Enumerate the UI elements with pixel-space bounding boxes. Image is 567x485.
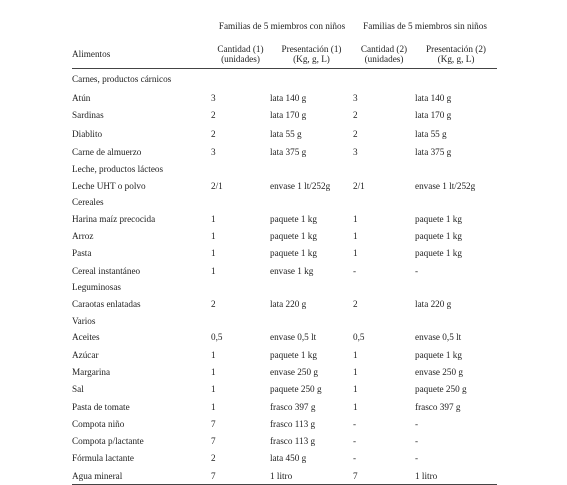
presentacion1-cell: envase 1 lt/252g <box>270 180 331 191</box>
cantidad2-cell: 1 <box>353 248 358 259</box>
presentacion1-header <box>270 40 353 69</box>
presentacion1-cell: envase 0,5 lt <box>270 332 317 343</box>
table-row <box>72 124 497 144</box>
table-row <box>72 450 497 467</box>
cantidad2-cell: 1 <box>353 366 358 377</box>
cantidad2-cell: 7 <box>353 467 415 485</box>
presentacion2-cell: paquete 250 g <box>415 384 467 395</box>
food-name: Pasta de tomate <box>72 401 130 412</box>
cantidad1-cell: 7 <box>211 418 216 429</box>
presentacion2-header <box>415 40 497 69</box>
food-name: Cereal instantáneo <box>72 265 141 276</box>
cantidad1-cell: 1 <box>211 248 216 259</box>
cantidad1-cell: 3 <box>211 147 216 158</box>
presentacion2-cell: lata 220 g <box>415 299 452 310</box>
cantidad2-cell: 2/1 <box>353 180 365 191</box>
presentacion2-cell: frasco 397 g <box>415 401 461 412</box>
table-row <box>72 210 497 227</box>
table-row <box>72 363 497 380</box>
presentacion2-cell: paquete 1 kg <box>415 231 462 242</box>
table-row <box>72 89 497 106</box>
food-name: Aceites <box>72 332 100 343</box>
presentacion1-unit: (Kg, g, L) <box>293 54 330 64</box>
category-name: Varios <box>72 315 96 326</box>
food-name: Compota niño <box>72 418 125 429</box>
table-row <box>72 467 497 485</box>
cantidad2-cell: 3 <box>353 92 358 103</box>
alimentos-header: Alimentos <box>72 40 211 69</box>
presentacion2-cell: lata 140 g <box>415 92 452 103</box>
presentacion2-cell: 1 litro <box>415 467 497 485</box>
food-name: Leche UHT o polvo <box>72 180 146 191</box>
cantidad2-cell: - <box>353 436 357 447</box>
category-row <box>72 194 497 210</box>
food-name: Harina maíz precocida <box>72 213 156 224</box>
presentacion1-cell: lata 55 g <box>270 128 302 139</box>
food-name: Sardinas <box>72 109 104 120</box>
presentacion2-unit: (Kg, g, L) <box>437 54 475 64</box>
table-row <box>72 144 497 161</box>
food-name: Compota p/lactante <box>72 436 144 447</box>
presentacion2-cell: - <box>415 453 419 464</box>
presentacion2-cell: lata 55 g <box>415 128 447 139</box>
table-row <box>72 262 497 279</box>
category-row <box>72 279 497 295</box>
cantidad2-label: Cantidad (2) <box>360 44 408 54</box>
cantidad2-cell: 3 <box>353 147 358 158</box>
cantidad1-cell: 2 <box>211 299 216 310</box>
presentacion2-cell: - <box>415 436 419 447</box>
presentacion1-cell: frasco 113 g <box>270 418 316 429</box>
table-row <box>72 381 497 398</box>
cantidad1-cell: 2 <box>211 128 216 139</box>
presentacion1-cell: frasco 397 g <box>270 401 316 412</box>
food-name: Arroz <box>72 231 94 242</box>
cantidad1-cell: 1 <box>211 401 216 412</box>
cantidad2-cell: 1 <box>353 349 358 360</box>
table-row <box>72 295 497 312</box>
cantidad1-cell: 2/1 <box>211 180 223 191</box>
cantidad1-cell: 1 <box>211 366 216 377</box>
group-header-row <box>72 12 497 40</box>
cantidad1-cell: 0,5 <box>211 332 223 343</box>
presentacion2-cell: envase 250 g <box>415 366 463 377</box>
category-name: Leguminosas <box>72 282 121 293</box>
food-name: Pasta <box>72 248 92 259</box>
food-table <box>72 12 497 485</box>
presentacion1-cell: 1 litro <box>270 467 353 485</box>
group2-header: Familias de 5 miembros sin niños <box>363 21 487 31</box>
table-row <box>72 432 497 449</box>
category-row <box>72 161 497 177</box>
table-row <box>72 245 497 262</box>
table-row <box>72 329 497 346</box>
table-row <box>72 106 497 123</box>
cantidad1-cell: 1 <box>211 349 216 360</box>
cantidad2-cell: - <box>353 418 357 429</box>
food-name: Sal <box>72 384 84 395</box>
food-name: Carne de almuerzo <box>72 147 142 158</box>
cantidad1-unit: (unidades) <box>221 54 260 64</box>
cantidad2-unit: (unidades) <box>364 54 404 64</box>
presentacion2-cell: paquete 1 kg <box>415 248 462 259</box>
cantidad2-cell: 1 <box>353 401 358 412</box>
cantidad2-cell: 2 <box>353 128 358 139</box>
table-row <box>72 227 497 244</box>
cantidad2-cell: - <box>353 453 357 464</box>
cantidad1-cell: 1 <box>211 231 216 242</box>
presentacion1-cell: envase 1 kg <box>270 265 314 276</box>
cantidad1-cell: 2 <box>211 453 216 464</box>
presentacion1-cell: lata 170 g <box>270 109 307 120</box>
cantidad1-cell: 2 <box>211 109 216 120</box>
presentacion2-cell: paquete 1 kg <box>415 349 462 360</box>
presentacion1-cell: envase 250 g <box>270 366 318 377</box>
food-name: Caraotas enlatadas <box>72 299 141 310</box>
presentacion2-cell: - <box>415 418 419 429</box>
food-name: Azúcar <box>72 349 99 360</box>
cantidad2-header <box>353 40 415 69</box>
presentacion1-cell: paquete 1 kg <box>270 213 317 224</box>
presentacion2-cell: envase 0,5 lt <box>415 332 462 343</box>
cantidad2-cell: 2 <box>353 299 358 310</box>
presentacion2-cell: lata 375 g <box>415 147 452 158</box>
table-row <box>72 398 497 415</box>
presentacion2-cell: - <box>415 265 419 276</box>
category-row <box>72 69 497 90</box>
cantidad2-cell: - <box>353 265 357 276</box>
category-row <box>72 313 497 329</box>
category-name: Cereales <box>72 197 104 208</box>
cantidad1-cell: 1 <box>211 213 216 224</box>
presentacion1-cell: paquete 1 kg <box>270 231 317 242</box>
presentacion1-cell: lata 140 g <box>270 92 307 103</box>
presentacion1-cell: lata 375 g <box>270 147 307 158</box>
presentacion1-cell: lata 450 g <box>270 453 307 464</box>
category-name: Leche, productos lácteos <box>72 163 164 174</box>
presentacion2-cell: paquete 1 kg <box>415 213 462 224</box>
cantidad1-cell: 1 <box>211 265 216 276</box>
cantidad1-cell: 7 <box>211 436 216 447</box>
column-header-row <box>72 40 497 69</box>
cantidad2-cell: 2 <box>353 109 358 120</box>
cantidad1-cell: 1 <box>211 384 216 395</box>
table-row <box>72 346 497 363</box>
table-row <box>72 177 497 194</box>
cantidad1-header <box>211 40 270 69</box>
group1-header: Familias de 5 miembros con niños <box>218 21 346 31</box>
presentacion1-label: Presentación (1) <box>281 44 342 54</box>
presentacion1-cell: paquete 250 g <box>270 384 322 395</box>
cantidad2-cell: 0,5 <box>353 332 365 343</box>
category-name: Carnes, productos cárnicos <box>72 74 172 84</box>
food-name: Diablito <box>72 128 103 139</box>
food-name: Atún <box>72 92 91 103</box>
presentacion1-cell: paquete 1 kg <box>270 248 317 259</box>
food-name: Margarina <box>72 366 111 377</box>
cantidad2-cell: 1 <box>353 213 358 224</box>
cantidad1-cell: 3 <box>211 92 216 103</box>
food-name: Agua mineral <box>72 467 211 485</box>
header-spacer <box>72 12 211 40</box>
presentacion1-cell: paquete 1 kg <box>270 349 317 360</box>
cantidad1-cell: 7 <box>211 467 270 485</box>
presentacion1-cell: frasco 113 g <box>270 436 316 447</box>
food-name: Fórmula lactante <box>72 453 134 464</box>
presentacion1-cell: lata 220 g <box>270 299 307 310</box>
presentacion2-cell: envase 1 lt/252g <box>415 180 476 191</box>
presentacion2-cell: lata 170 g <box>415 109 452 120</box>
cantidad2-cell: 1 <box>353 384 358 395</box>
cantidad1-label: Cantidad (1) <box>217 44 264 54</box>
table-body <box>72 69 497 485</box>
table-row <box>72 415 497 432</box>
cantidad2-cell: 1 <box>353 231 358 242</box>
presentacion2-label: Presentación (2) <box>426 44 486 54</box>
